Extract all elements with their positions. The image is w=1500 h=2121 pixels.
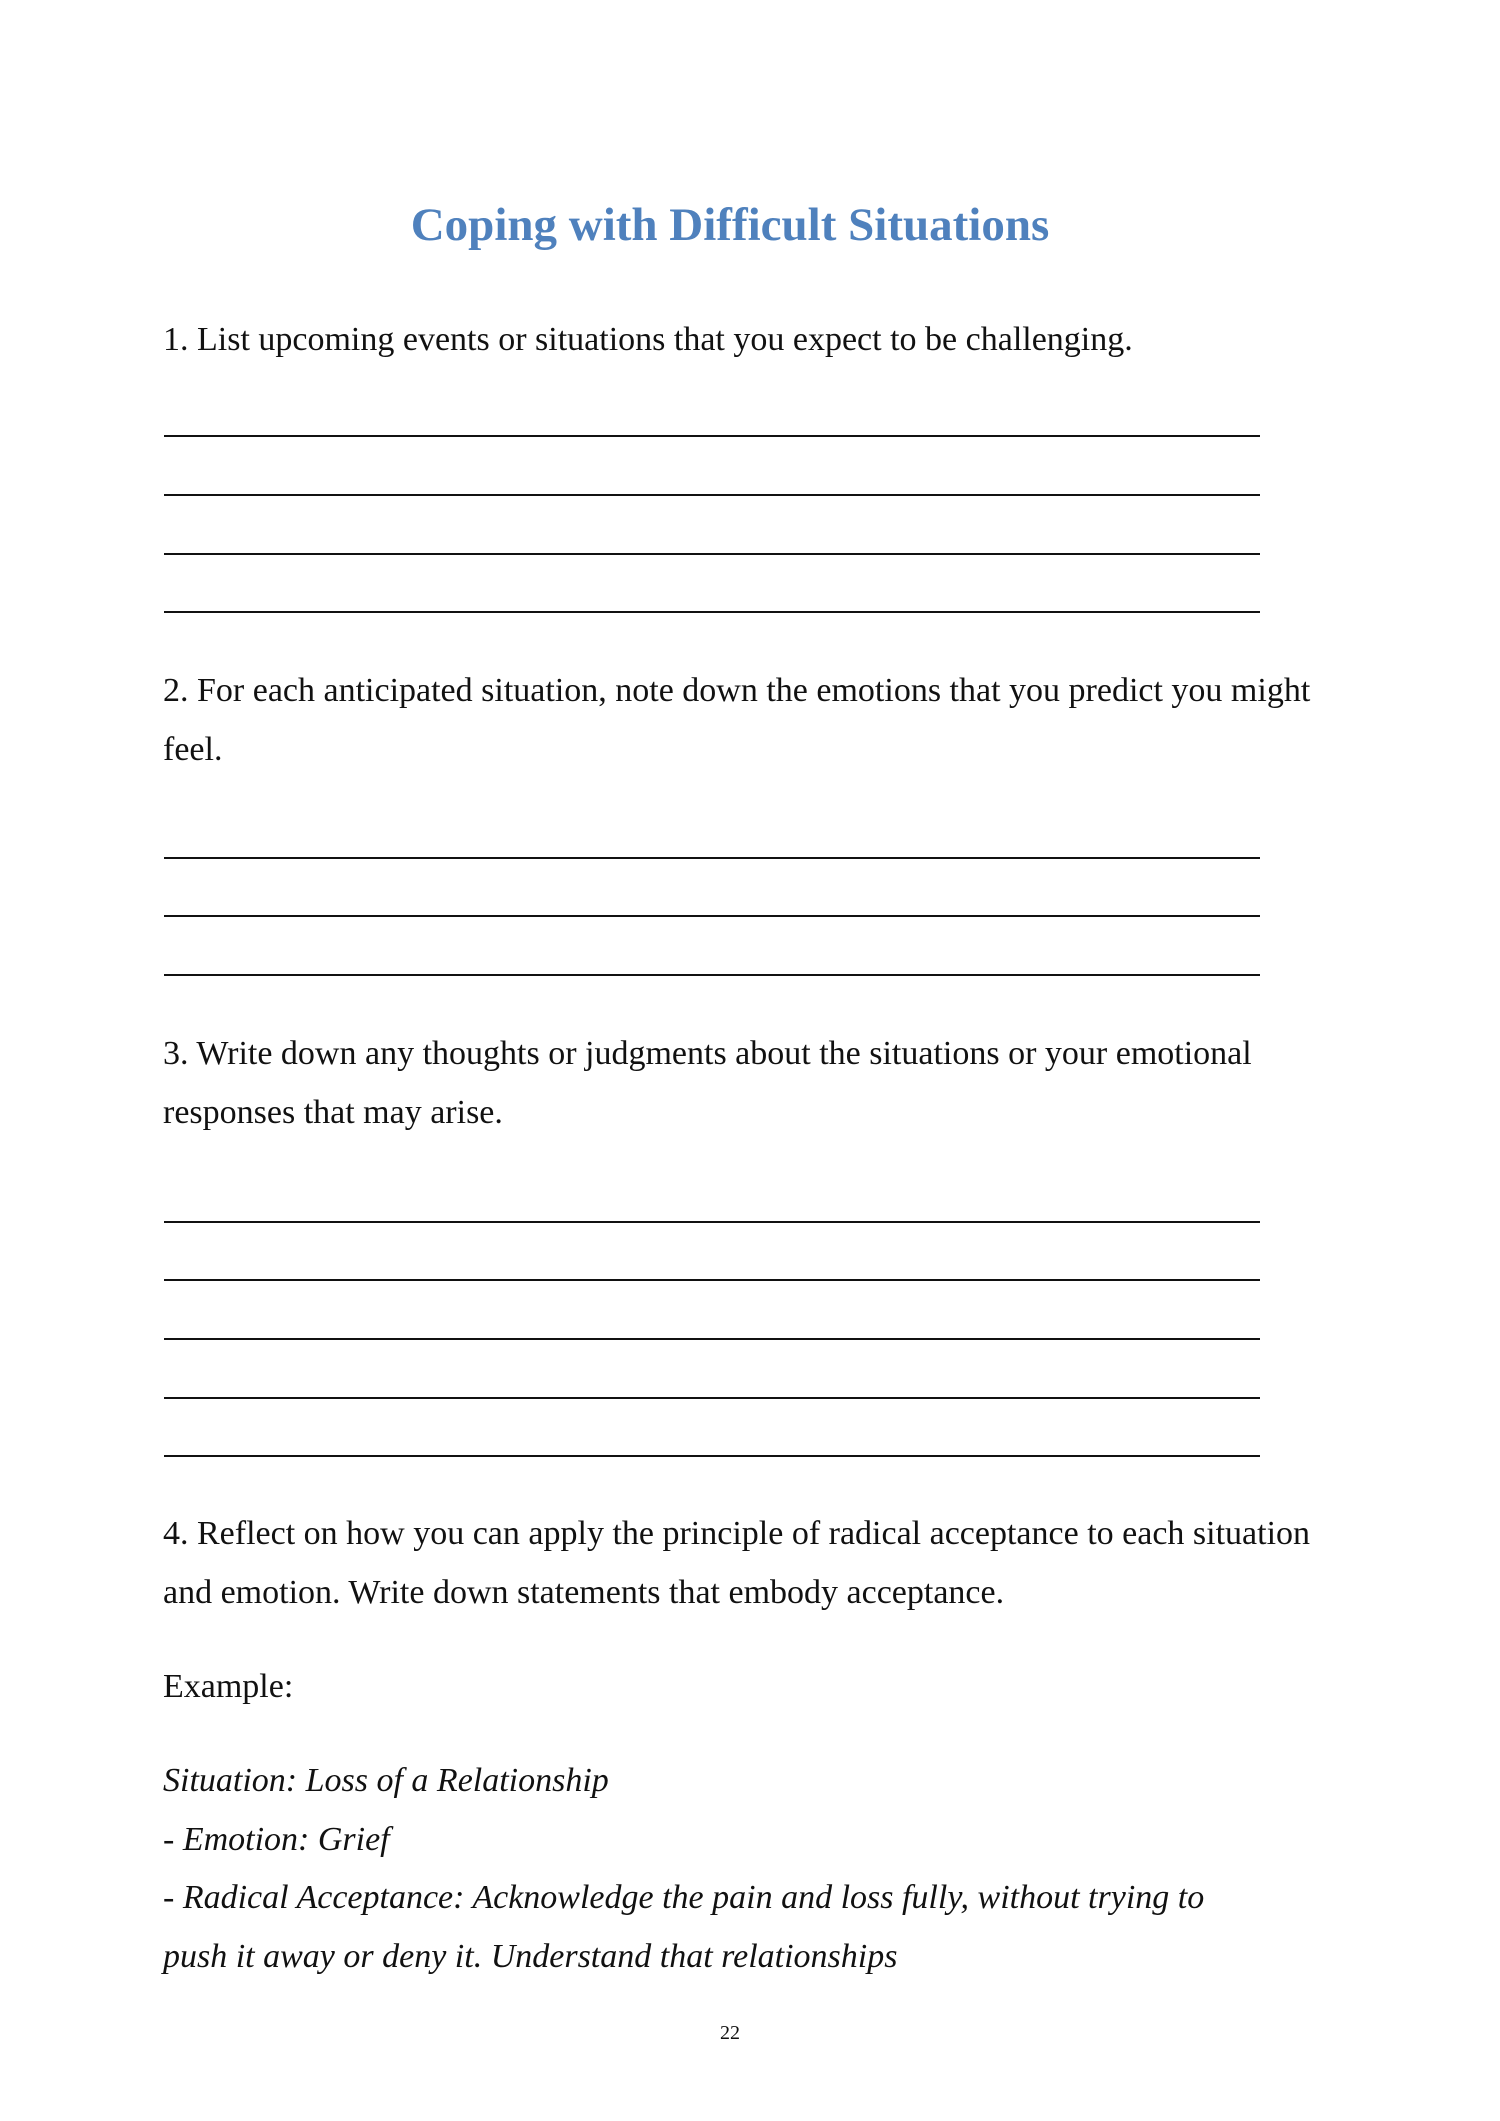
page-number: 22 [720,2022,740,2044]
answer-line[interactable] [164,974,1260,976]
answer-line[interactable] [164,435,1260,437]
answer-line[interactable] [164,1455,1260,1457]
question-1: 1. List upcoming events or situations that you expect to be challenging. [163,321,1133,358]
answer-line[interactable] [164,1338,1260,1340]
answer-line[interactable] [164,494,1260,496]
example-label: Example: [163,1668,294,1705]
answer-line[interactable] [164,915,1260,917]
answer-line[interactable] [164,1279,1260,1281]
example-emotion: - Emotion: Grief [163,1821,390,1858]
answer-line[interactable] [164,1397,1260,1399]
question-2: 2. For each anticipated situation, note down the emotions that you predict you might feel. [163,672,1311,768]
question-3: 3. Write down any thoughts or judgments about the situations or your emotional responses that may arise. [163,1035,1252,1131]
answer-line[interactable] [164,611,1260,613]
answer-line[interactable] [164,857,1260,859]
answer-line[interactable] [164,1221,1260,1223]
question-4: 4. Reflect on how you can apply the principle of radical acceptance to each situation and emotion. Write down statements that embody acceptance. [163,1515,1311,1611]
example-acceptance: - Radical Acceptance: Acknowledge the pain and loss fully, without trying to push it away or deny it. Understand that relationships [163,1879,1205,1975]
answer-line[interactable] [164,553,1260,555]
page-title: Coping with Difficult Situations [410,199,1050,251]
example-situation: Situation: Loss of a Relationship [163,1762,609,1799]
